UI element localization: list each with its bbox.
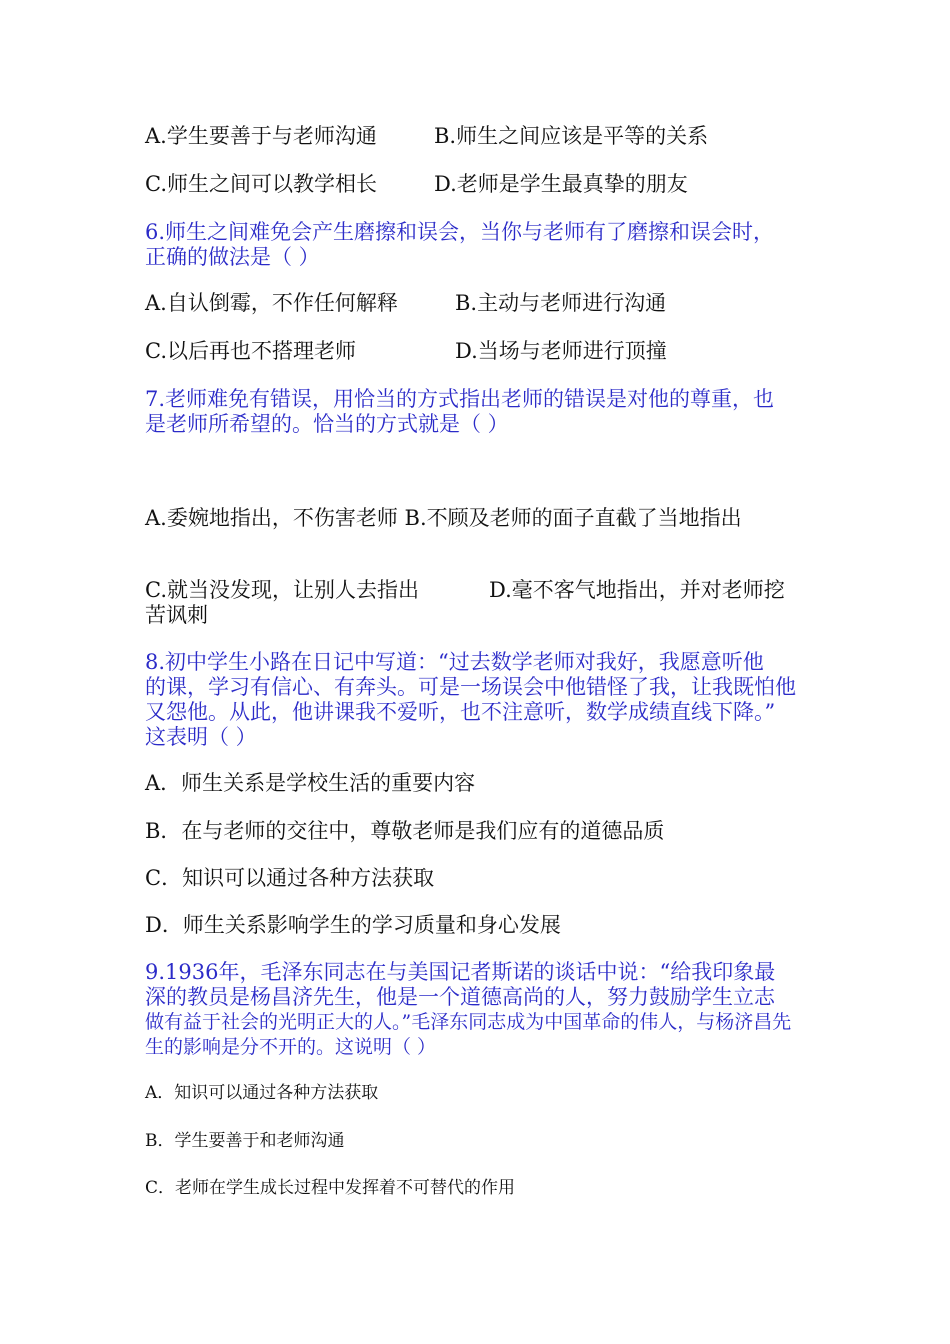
q8-option-c: C．知识可以通过各种方法获取 (145, 866, 435, 890)
q7-stem-line1: 7.老师难免有错误，用恰当的方式指出老师的错误是对他的尊重，也 (145, 387, 775, 411)
q5-option-d: D.老师是学生最真挚的朋友 (434, 172, 688, 196)
q9-stem-line4: 生的影响是分不开的。这说明（ ） (145, 1036, 437, 1058)
q8-option-d: D．师生关系影响学生的学习质量和身心发展 (145, 913, 561, 937)
q6-option-c: C.以后再也不搭理老师 (145, 339, 356, 363)
q9-option-b: B．学生要善于和老师沟通 (145, 1131, 345, 1151)
q9-stem-line1: 9.1936年，毛泽东同志在与美国记者斯诺的谈话中说：“给我印象最 (145, 960, 776, 984)
q5-option-a: A.学生要善于与老师沟通 (145, 124, 377, 148)
q7-option-d-continued: 苦讽刺 (145, 603, 208, 627)
q6-stem-line1: 6.师生之间难免会产生磨擦和误会，当你与老师有了磨擦和误会时， (145, 220, 775, 244)
q8-stem-line1: 8.初中学生小路在日记中写道：“过去数学老师对我好，我愿意听他 (145, 650, 764, 674)
q6-stem-line2: 正确的做法是（ ） (145, 245, 320, 269)
q8-stem-line3: 又怨他。从此，他讲课我不爱听，也不注意听，数学成绩直线下降。” (145, 700, 776, 724)
q7-stem-line2: 是老师所希望的。恰当的方式就是（ ） (145, 412, 509, 436)
q8-option-b: B．在与老师的交往中，尊敬老师是我们应有的道德品质 (145, 819, 665, 843)
q9-option-a: A．知识可以通过各种方法获取 (145, 1083, 379, 1103)
q6-option-d: D.当场与老师进行顶撞 (455, 339, 667, 363)
q7-options-ab: A.委婉地指出，不伤害老师 B.不顾及老师的面子直截了当地指出 (145, 506, 742, 530)
q9-stem-line2: 深的教员是杨昌济先生，他是一个道德高尚的人，努力鼓励学生立志 (145, 985, 775, 1009)
q9-stem-line3: 做有益于社会的光明正大的人。”毛泽东同志成为中国革命的伟人，与杨济昌先 (145, 1011, 792, 1033)
q5-option-c: C.师生之间可以教学相长 (145, 172, 377, 196)
q6-option-b: B.主动与老师进行沟通 (455, 291, 667, 315)
q8-stem-line4: 这表明（ ） (145, 725, 257, 749)
q7-option-c: C.就当没发现，让别人去指出 (145, 578, 419, 602)
q5-option-b: B.师生之间应该是平等的关系 (434, 124, 709, 148)
q9-option-c: C．老师在学生成长过程中发挥着不可替代的作用 (145, 1178, 516, 1198)
q7-option-d: D.毫不客气地指出，并对老师挖 (489, 578, 785, 602)
q8-stem-line2: 的课，学习有信心、有奔头。可是一场误会中他错怪了我，让我既怕他 (145, 675, 796, 699)
q6-option-a: A.自认倒霉，不作任何解释 (145, 291, 398, 315)
q8-option-a: A．师生关系是学校生活的重要内容 (145, 771, 476, 795)
